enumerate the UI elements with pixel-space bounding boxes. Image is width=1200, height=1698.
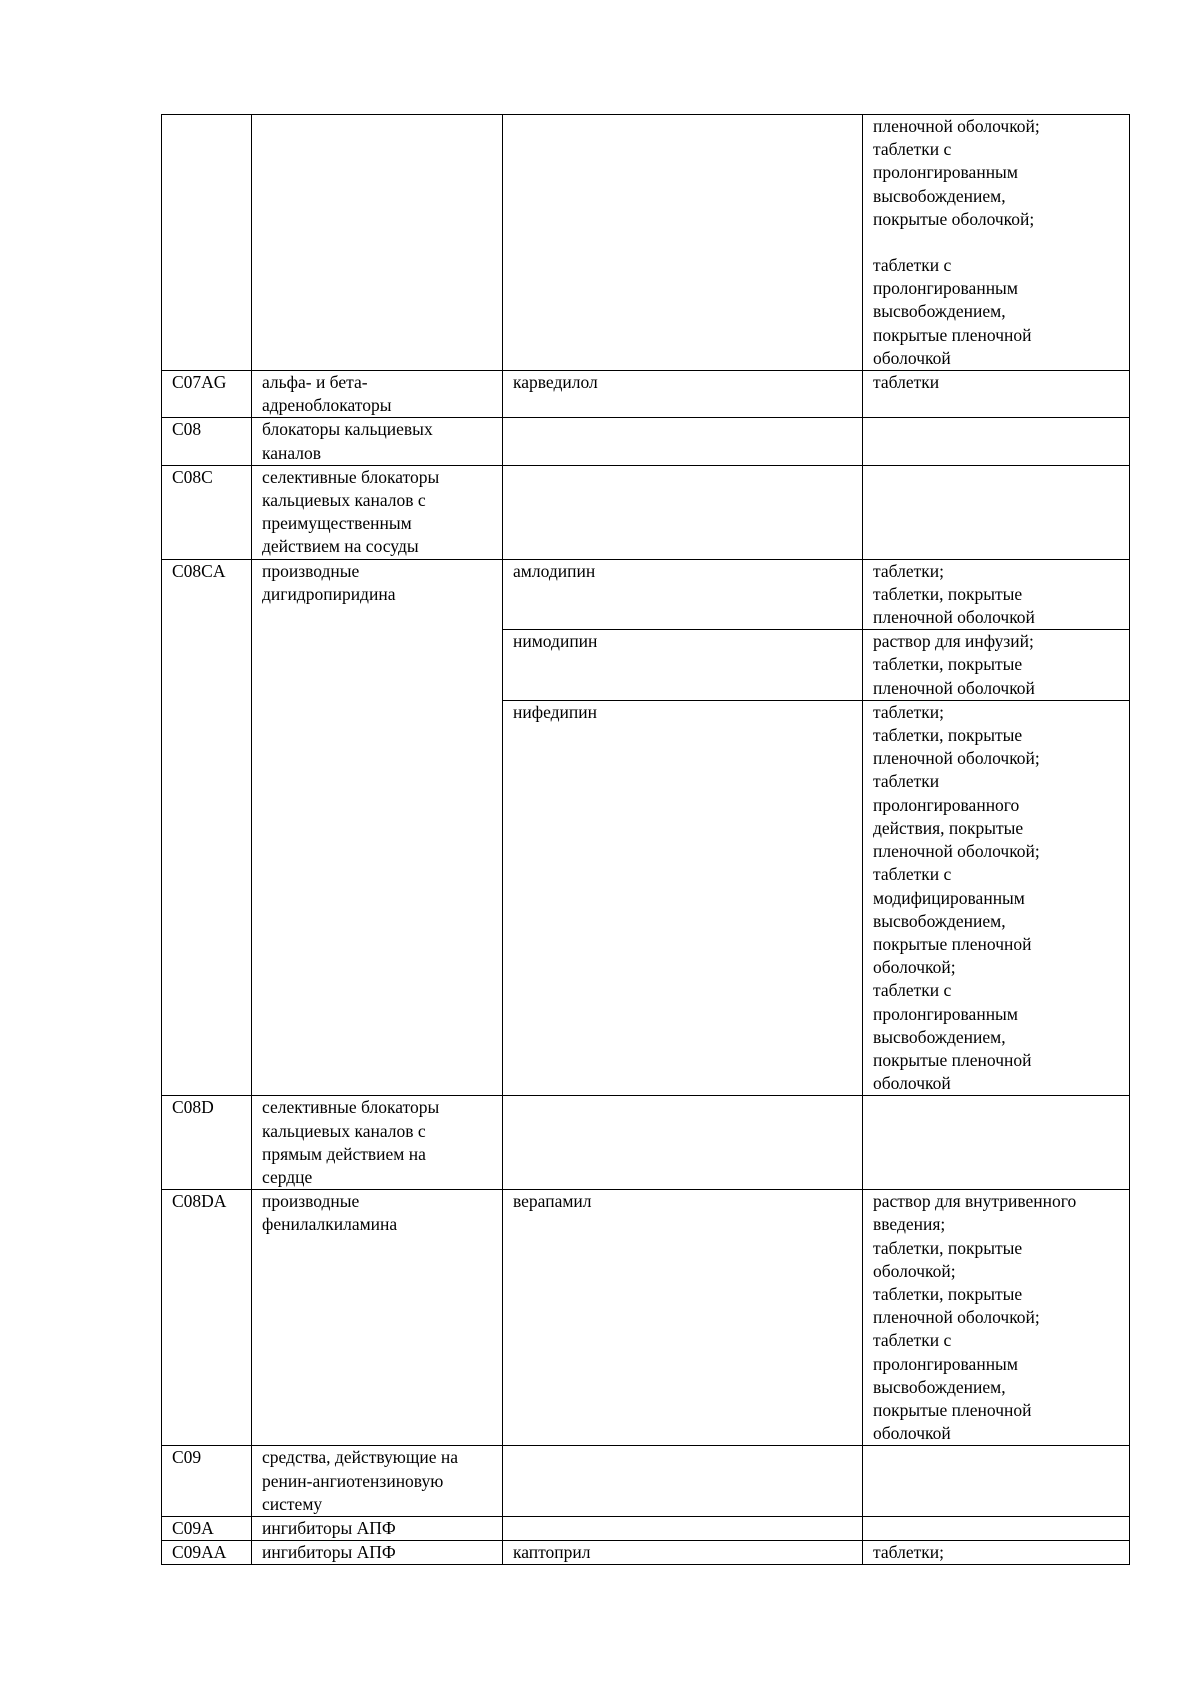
atc-code-cell: C08D: [162, 1096, 252, 1190]
table-row: [162, 1541, 1130, 1565]
dosage-form-cell: [863, 418, 1130, 465]
dosage-form-cell: таблетки: [863, 371, 1130, 418]
drug-name-cell: [503, 418, 863, 465]
table-row: [162, 1446, 1130, 1517]
dosage-form-text: таблетки с пролонгированным высвобождением, покрытые пленочной оболочкой: [873, 255, 1032, 368]
form-spacer: [873, 231, 1119, 254]
atc-code-cell: C08: [162, 418, 252, 465]
dosage-form-cell: таблетки;: [863, 1541, 1130, 1565]
drug-name-cell: [503, 115, 863, 371]
table-row: [162, 465, 1130, 559]
table-row: [162, 371, 1130, 418]
drug-name-cell: верапамил: [503, 1190, 863, 1446]
atc-code-cell: C08CA: [162, 559, 252, 1096]
dosage-form-cell: [863, 1516, 1130, 1540]
dosage-form-cell: [863, 465, 1130, 559]
atc-code-cell: [162, 115, 252, 371]
table-row: [162, 418, 1130, 465]
atc-code-cell: C08DA: [162, 1190, 252, 1446]
group-cell: селективные блокаторы кальциевых каналов с прямым действием на сердце: [252, 1096, 503, 1190]
drug-name-cell: [503, 1096, 863, 1190]
group-cell: производные фенилалкиламина: [252, 1190, 503, 1446]
atc-code-cell: C07AG: [162, 371, 252, 418]
drug-name-cell: [503, 1446, 863, 1517]
drug-name-cell: карведилол: [503, 371, 863, 418]
dosage-form-cell: раствор для внутривенного введения; таблетки, покрытые оболочкой; таблетки, покрытые пленочной оболочкой; таблетки с пролонгированным высвобождением, покрытые пленочной оболочкой: [863, 1190, 1130, 1446]
atc-code-cell: C09: [162, 1446, 252, 1517]
table-row: [162, 1516, 1130, 1540]
dosage-form-text: пленочной оболочкой; таблетки с пролонгированным высвобождением, покрытые оболочкой;: [873, 116, 1040, 229]
drug-name-cell: [503, 1516, 863, 1540]
atc-code-cell: C09A: [162, 1516, 252, 1540]
dosage-form-cell: таблетки; таблетки, покрытые пленочной оболочкой; таблетки пролонгированного действия, покрытые пленочной оболочкой; таблетки с модифицированным высвобождением, покрытые пленочной оболочкой; таблетки с пролонгированным высвобождением, покрытые пленочной оболочкой: [863, 700, 1130, 1095]
atc-code-cell: C09AA: [162, 1541, 252, 1565]
table-row: [162, 1096, 1130, 1190]
table-row: [162, 1190, 1130, 1446]
dosage-form-cell: таблетки; таблетки, покрытые пленочной оболочкой: [863, 559, 1130, 630]
group-cell: блокаторы кальциевых каналов: [252, 418, 503, 465]
group-cell: средства, действующие на ренин-ангиотензиновую систему: [252, 1446, 503, 1517]
drug-list-table: [161, 114, 1130, 1565]
dosage-form-cell: [863, 115, 1130, 371]
dosage-form-cell: раствор для инфузий; таблетки, покрытые пленочной оболочкой: [863, 630, 1130, 701]
group-cell: производные дигидропиридина: [252, 559, 503, 1096]
table-row: [162, 559, 1130, 630]
group-cell: альфа- и бета- адреноблокаторы: [252, 371, 503, 418]
atc-code-cell: C08C: [162, 465, 252, 559]
dosage-form-cell: [863, 1096, 1130, 1190]
drug-name-cell: [503, 465, 863, 559]
group-cell: [252, 115, 503, 371]
drug-name-cell: нифедипин: [503, 700, 863, 1095]
table-row: [162, 115, 1130, 371]
group-cell: ингибиторы АПФ: [252, 1516, 503, 1540]
drug-name-cell: амлодипин: [503, 559, 863, 630]
drug-name-cell: каптоприл: [503, 1541, 863, 1565]
group-cell: селективные блокаторы кальциевых каналов с преимущественным действием на сосуды: [252, 465, 503, 559]
group-cell: ингибиторы АПФ: [252, 1541, 503, 1565]
dosage-form-cell: [863, 1446, 1130, 1517]
drug-name-cell: нимодипин: [503, 630, 863, 701]
